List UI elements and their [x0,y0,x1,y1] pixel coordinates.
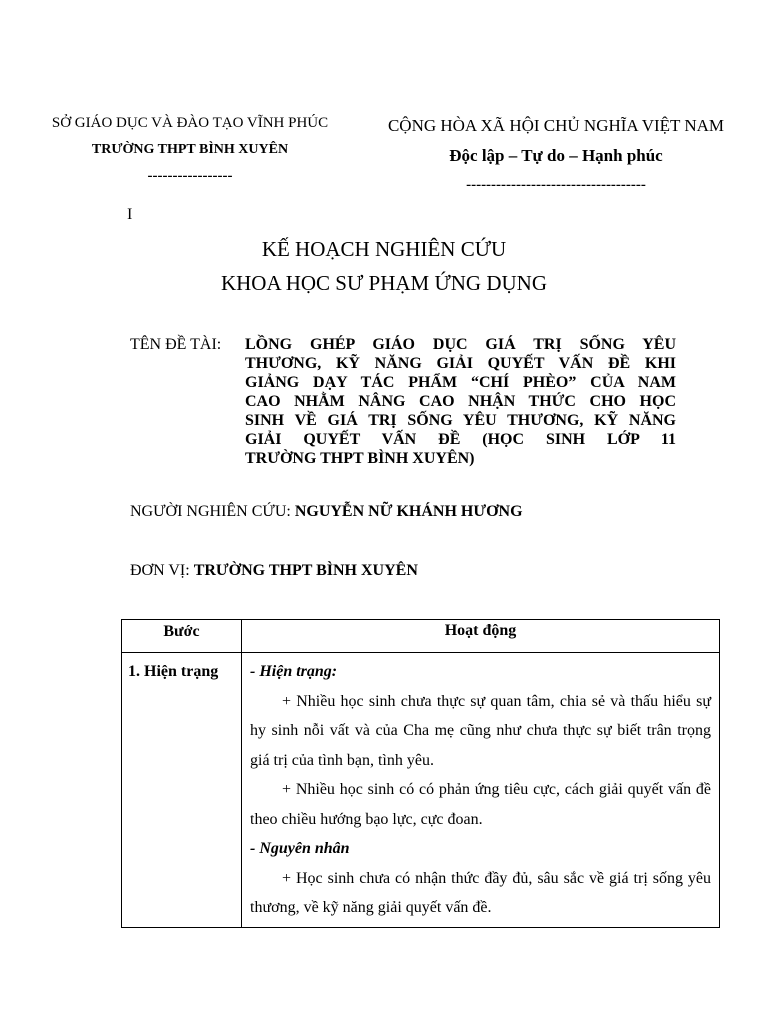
topic-line: TRƯỜNG THPT BÌNH XUYÊN) [245,450,475,467]
document-title-line1: KẾ HOẠCH NGHIÊN CỨU [261,237,507,261]
unit-line [130,562,418,580]
document-title-line2: KHOA HỌC SƯ PHẠM ỨNG DỤNG [220,271,548,295]
topic-line: THƯƠNG, KỸ NĂNG GIẢI QUYẾT VẤN ĐỀ KHI [245,355,676,372]
stray-mark: I [127,206,133,223]
researcher-line [130,503,523,521]
unit-label: ĐƠN VỊ: [130,562,190,579]
school-name: TRƯỜNG THPT BÌNH XUYÊN [91,142,289,157]
researcher-name: NGUYỄN NỮ KHÁNH HƯƠNG [294,503,523,520]
status-item: + Nhiều học sinh chưa thực sự quan tâm, chia sẻ và thấu hiểu sự hy sinh nỗi vất và của Cha mẹ cũng như chưa thực sự biết trân trọng giá trị của tình bạn, tình yêu. [250,692,711,769]
republic-name: CỘNG HÒA XÃ HỘI CHỦ NGHĨA VIỆT NAM [387,116,725,135]
cause-item: + Học sinh chưa có nhận thức đầy đủ, sâu sắc về giá trị sống yêu thương, về kỹ năng giải quyết vấn đề. [250,869,711,916]
header-step: Bước [122,620,242,653]
researcher-label: NGƯỜI NGHIÊN CỨU: [130,503,291,520]
cause-heading: - Nguyên nhân [250,840,350,857]
header-activity: Hoạt động [242,620,720,653]
topic-line: LỒNG GHÉP GIÁO DỤC GIÁ TRỊ SỐNG YÊU [245,336,676,353]
left-divider: ----------------- [147,168,233,184]
unit-name: TRƯỜNG THPT BÌNH XUYÊN [193,562,418,579]
topic-label: TÊN ĐỀ TÀI: [130,336,222,353]
topic-line: GIẢI QUYẾT VẤN ĐỀ (HỌC SINH LỚP 11 [245,431,676,448]
table-row [122,653,720,928]
right-divider: ------------------------------------ [466,177,646,193]
plan-table [121,619,720,928]
topic-line: GIẢNG DẠY TÁC PHẨM “CHÍ PHÈO” CỦA NAM [245,374,676,391]
topic-line: CAO NHẰM NÂNG CAO NHẬN THỨC CHO HỌC [245,393,676,410]
status-item: + Nhiều học sinh có có phản ứng tiêu cực, cách giải quyết vấn đề theo chiều hướng bạo lực, cực đoan. [250,781,711,828]
motto: Độc lập – Tự do – Hạnh phúc [449,146,663,165]
activity-cell [242,653,720,928]
table-header-row [122,620,720,653]
department-name: SỞ GIÁO DỤC VÀ ĐÀO TẠO VĨNH PHÚC [51,115,329,131]
step-cell: 1. Hiện trạng [122,653,242,928]
topic-line: SINH VỀ GIÁ TRỊ SỐNG YÊU THƯƠNG, KỸ NĂNG [245,412,676,429]
status-heading: - Hiện trạng: [250,663,338,680]
topic-text [245,335,676,468]
